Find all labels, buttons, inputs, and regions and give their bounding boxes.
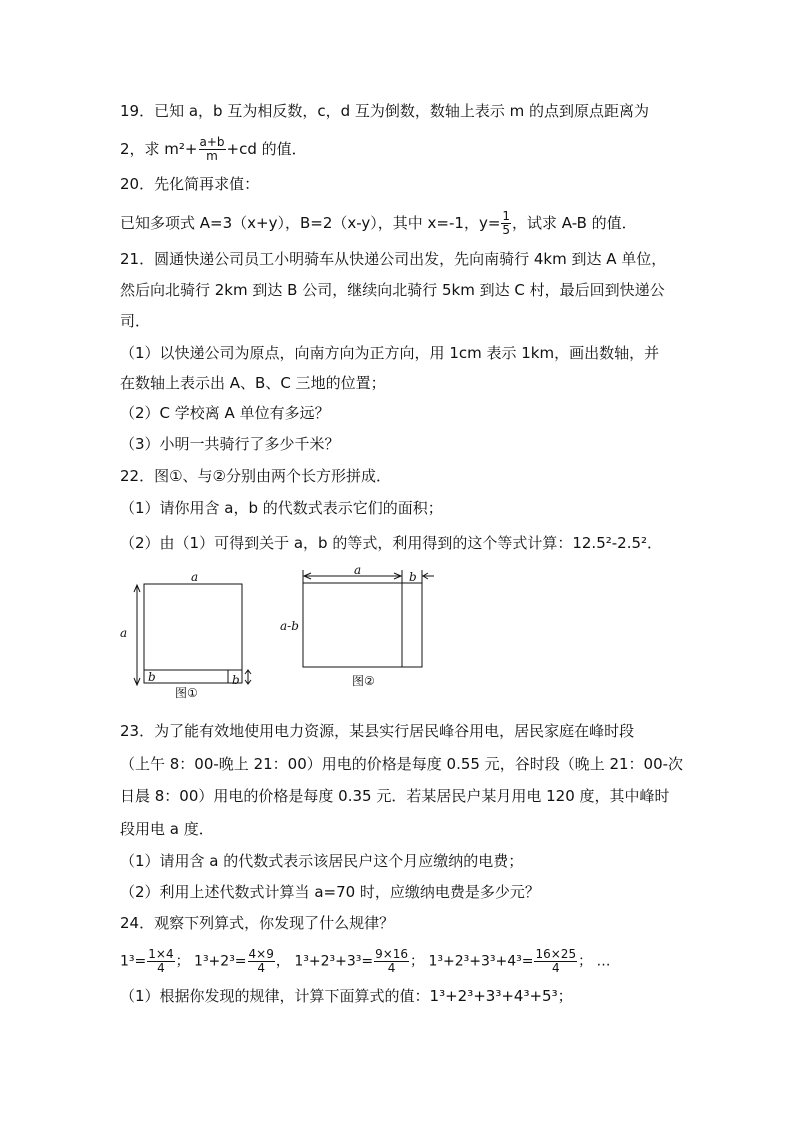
q19-pre: 2，求 m²+ bbox=[120, 140, 198, 158]
q23-line-3: 日晨 8：00）用电的价格是每度 0.35 元．若某居民户某月用电 120 度，其中峰时 bbox=[120, 787, 670, 805]
q24-item-4-sep: ； bbox=[578, 953, 593, 970]
q24-item-1-fraction bbox=[147, 948, 174, 975]
q20-line-2 bbox=[120, 210, 637, 237]
q24-item-1-num: 1×4 bbox=[148, 947, 174, 961]
q20-fraction bbox=[501, 210, 511, 237]
fig1-label-top: a bbox=[191, 570, 199, 584]
fig2-label-left: a-b bbox=[280, 619, 299, 633]
q24-item-4-fraction bbox=[534, 948, 577, 975]
fig2-caption: 图② bbox=[352, 674, 375, 688]
q24-part-1: （1）根据你发现的规律，计算下面算式的值：1³+2³+3³+4³+5³； bbox=[120, 987, 573, 1005]
q19-post: +cd 的值． bbox=[226, 140, 307, 158]
q22-part-1: （1）请你用含 a，b 的代数式表示它们的面积； bbox=[120, 499, 443, 517]
q21-part-1b: 在数轴上表示出 A、B、C 三地的位置； bbox=[120, 374, 386, 392]
q23-line-1: 23．为了能有效地使用电力资源，某县实行居民峰谷用电，居民家庭在峰时段 bbox=[120, 722, 635, 740]
figure-2-drawing bbox=[278, 564, 438, 694]
q24-formula-row bbox=[120, 948, 611, 975]
figure-1 bbox=[115, 566, 255, 706]
q24-item-4-num: 16×25 bbox=[535, 947, 577, 961]
q21-part-3: （3）小明一共骑行了多少千米？ bbox=[120, 435, 340, 453]
q21-line-1: 21．圆通快递公司员工小明骑车从快递公司出发，先向南骑行 4km 到达 A 单位， bbox=[120, 250, 667, 268]
q19-line-2 bbox=[120, 136, 307, 163]
q19-frac-num: a+b bbox=[199, 135, 225, 149]
q20-pre: 已知多项式 A=3（x+y），B=2（x-y），其中 x=-1，y= bbox=[120, 214, 501, 232]
fig1-label-right-b: b bbox=[232, 673, 240, 687]
q21-part-1a: （1）以快递公司为原点，向南方向为正方向，用 1cm 表示 1km，画出数轴，并 bbox=[120, 344, 660, 362]
q24-item-3-lhs: 1³+2³+3³= bbox=[294, 953, 374, 970]
q20-frac-num: 1 bbox=[502, 209, 511, 223]
q19-line-1: 19．已知 a，b 互为相反数，c，d 互为倒数，数轴上表示 m 的点到原点距离为 bbox=[120, 102, 650, 120]
q24-item-1-sep: ； bbox=[175, 953, 190, 970]
q20-post: ，试求 A-B 的值． bbox=[512, 214, 637, 232]
q24-ellipsis: … bbox=[596, 953, 611, 970]
q23-line-4: 段用电 a 度． bbox=[120, 820, 214, 838]
q24-item-3-fraction bbox=[374, 948, 409, 975]
q20-frac-den: 5 bbox=[502, 223, 511, 237]
q20-title: 20．先化简再求值： bbox=[120, 175, 260, 193]
q24-item-3-num: 9×16 bbox=[375, 947, 409, 961]
q24-item-4-den: 4 bbox=[551, 961, 560, 975]
figure-2 bbox=[278, 564, 438, 694]
q23-part-1: （1）请用含 a 的代数式表示该居民户这个月应缴纳的电费； bbox=[120, 852, 524, 870]
q24-item-2-num: 4×9 bbox=[248, 947, 274, 961]
q21-part-2: （2）C 学校离 A 单位有多远？ bbox=[120, 404, 330, 422]
fig1-label-bottom-b: b bbox=[148, 670, 156, 684]
q24-item-1-lhs: 1³= bbox=[120, 953, 147, 970]
q24-item-2-sep: ， bbox=[275, 953, 290, 970]
q24-item-3-den: 4 bbox=[387, 961, 396, 975]
q23-part-2: （2）利用上述代数式计算当 a=70 时，应缴纳电费是多少元？ bbox=[120, 883, 540, 901]
q24-item-2-fraction bbox=[248, 948, 275, 975]
figure-1-drawing bbox=[115, 566, 255, 706]
q19-frac-den: m bbox=[206, 149, 218, 163]
q24-item-3-sep: ； bbox=[410, 953, 425, 970]
fig1-caption: 图① bbox=[175, 686, 198, 700]
q24-title: 24．观察下列算式，你发现了什么规律？ bbox=[120, 914, 395, 932]
q21-line-3: 司． bbox=[120, 312, 151, 330]
q24-item-4-lhs: 1³+2³+3³+4³= bbox=[428, 953, 534, 970]
q24-item-2-lhs: 1³+2³= bbox=[194, 953, 247, 970]
fig1-label-left: a bbox=[120, 626, 128, 640]
q21-line-2: 然后向北骑行 2km 到达 B 公司，继续向北骑行 5km 到达 C 村，最后回到快递公 bbox=[120, 281, 665, 299]
q22-title: 22．图①、与②分别由两个长方形拼成． bbox=[120, 467, 391, 485]
fig2-label-top-a: a bbox=[354, 564, 362, 577]
fig2-label-top-b: b bbox=[409, 570, 417, 584]
q22-part-2: （2）由（1）可得到关于 a，b 的等式，利用得到的这个等式计算：12.5²-2.5²． bbox=[120, 534, 663, 552]
q24-item-1-den: 4 bbox=[157, 961, 165, 975]
q24-item-2-den: 4 bbox=[257, 961, 266, 975]
q23-line-2: （上午 8：00-晚上 21：00）用电的价格是每度 0.55 元，谷时段（晚上 21：00-次 bbox=[120, 755, 684, 773]
q19-fraction bbox=[199, 136, 226, 163]
